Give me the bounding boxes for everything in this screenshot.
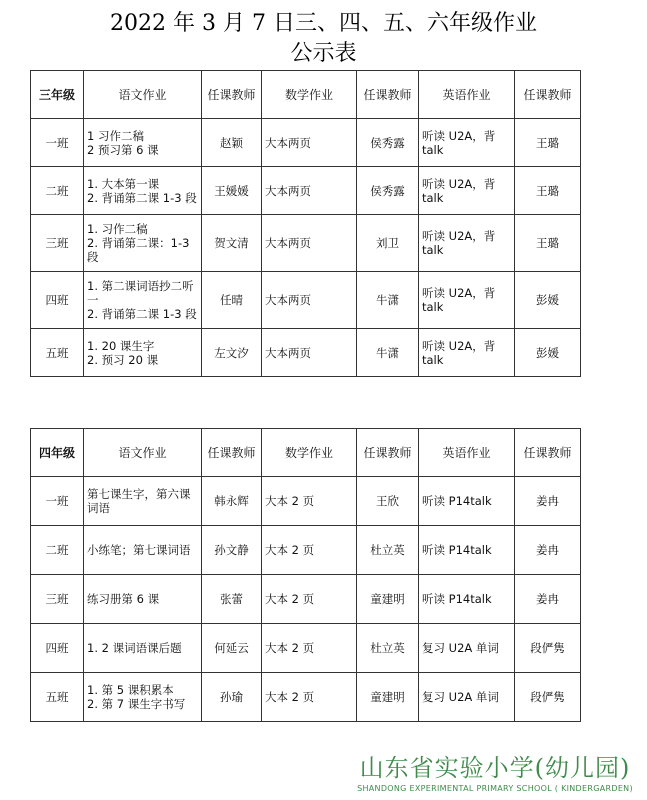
chinese-teacher: 贺文清 xyxy=(202,215,262,272)
chinese-teacher: 王媛媛 xyxy=(202,167,262,215)
class-label: 五班 xyxy=(31,329,84,377)
math-teacher: 王欣 xyxy=(357,477,419,526)
english-homework: 复习 U2A 单词 xyxy=(419,624,515,673)
grade3-table xyxy=(30,70,581,377)
chinese-teacher: 任晴 xyxy=(202,272,262,329)
math-teacher: 杜立英 xyxy=(357,526,419,575)
homework-line: 2. 第 7 课生字书写 xyxy=(87,697,186,711)
chinese-homework xyxy=(84,673,202,722)
homework-line: 练习册第 6 课 xyxy=(87,592,160,606)
math-teacher: 牛潇 xyxy=(357,272,419,329)
english-teacher: 段俨隽 xyxy=(515,673,581,722)
class-label: 五班 xyxy=(31,673,84,722)
math-homework: 大本两页 xyxy=(262,119,357,167)
math-homework: 大本 2 页 xyxy=(262,673,357,722)
english-teacher: 姜冉 xyxy=(515,575,581,624)
english-teacher: 姜冉 xyxy=(515,477,581,526)
column-header: 数学作业 xyxy=(262,429,357,477)
chinese-teacher: 韩永辉 xyxy=(202,477,262,526)
table-row xyxy=(31,575,581,624)
math-teacher: 童建明 xyxy=(357,575,419,624)
homework-line: 1. 第二课词语抄二听一 xyxy=(87,279,194,307)
page-subtitle: 公示表 xyxy=(290,41,357,66)
logo-name-en: SHANDONG EXPERIMENTAL PRIMARY SCHOOL ( KINDERGARDEN) xyxy=(357,784,633,793)
table-row xyxy=(31,119,581,167)
math-teacher: 侯秀露 xyxy=(357,119,419,167)
column-header: 语文作业 xyxy=(84,429,202,477)
math-homework: 大本两页 xyxy=(262,329,357,377)
chinese-teacher: 孙文静 xyxy=(202,526,262,575)
class-label: 四班 xyxy=(31,624,84,673)
math-teacher: 刘卫 xyxy=(357,215,419,272)
table-row xyxy=(31,526,581,575)
column-header: 数学作业 xyxy=(262,71,357,119)
column-header: 任课教师 xyxy=(202,429,262,477)
table-row xyxy=(31,215,581,272)
homework-line: 2. 背诵第二课 1-3 段 xyxy=(87,307,197,321)
column-header: 任课教师 xyxy=(515,71,581,119)
table-row xyxy=(31,477,581,526)
english-homework: 听读 U2A，背 talk xyxy=(419,329,515,377)
chinese-teacher: 何延云 xyxy=(202,624,262,673)
chinese-teacher: 赵颖 xyxy=(202,119,262,167)
table-row xyxy=(31,272,581,329)
homework-line: 2. 预习 20 课 xyxy=(87,352,159,367)
chinese-homework xyxy=(84,575,202,624)
header-row xyxy=(31,71,581,119)
column-header: 任课教师 xyxy=(357,71,419,119)
table-row xyxy=(31,167,581,215)
page-title: 2022 年 3 月 7 日三、四、五、六年级作业 xyxy=(110,11,537,36)
chinese-homework xyxy=(84,526,202,575)
class-label: 一班 xyxy=(31,119,84,167)
homework-line: 2 预习第 6 课 xyxy=(87,142,159,157)
english-homework: 复习 U2A 单词 xyxy=(419,673,515,722)
chinese-teacher: 孙瑜 xyxy=(202,673,262,722)
column-header: 英语作业 xyxy=(419,429,515,477)
english-homework: 听读 P14talk xyxy=(419,477,515,526)
column-header: 任课教师 xyxy=(357,429,419,477)
class-label: 一班 xyxy=(31,477,84,526)
school-logo xyxy=(346,748,644,793)
chinese-homework xyxy=(84,215,202,272)
english-homework: 听读 P14talk xyxy=(419,575,515,624)
math-homework: 大本 2 页 xyxy=(262,526,357,575)
math-homework: 大本 2 页 xyxy=(262,477,357,526)
english-teacher: 姜冉 xyxy=(515,526,581,575)
column-header: 任课教师 xyxy=(202,71,262,119)
english-teacher: 段俨隽 xyxy=(515,624,581,673)
chinese-homework xyxy=(84,272,202,329)
english-homework: 听读 U2A，背 talk xyxy=(419,167,515,215)
homework-line: 1. 大本第一课 xyxy=(87,176,160,191)
table-row xyxy=(31,624,581,673)
english-homework: 听读 U2A，背 talk xyxy=(419,272,515,329)
homework-line: 1. 2 课词语课后题 xyxy=(87,641,182,655)
table-row xyxy=(31,329,581,377)
chinese-homework xyxy=(84,167,202,215)
column-header: 任课教师 xyxy=(515,429,581,477)
english-teacher: 彭媛 xyxy=(515,329,581,377)
header-row xyxy=(31,429,581,477)
math-teacher: 侯秀露 xyxy=(357,167,419,215)
homework-line: 1 习作二稿 xyxy=(87,128,144,143)
column-header: 英语作业 xyxy=(419,71,515,119)
math-homework: 大本 2 页 xyxy=(262,624,357,673)
english-homework: 听读 U2A，背 talk xyxy=(419,119,515,167)
english-teacher: 王璐 xyxy=(515,119,581,167)
class-label: 三班 xyxy=(31,575,84,624)
homework-line: 1. 20 课生字 xyxy=(87,338,155,353)
class-label: 四班 xyxy=(31,272,84,329)
table-row xyxy=(31,673,581,722)
english-teacher: 王璐 xyxy=(515,215,581,272)
math-homework: 大本两页 xyxy=(262,272,357,329)
math-teacher: 牛潇 xyxy=(357,329,419,377)
logo-name-cn: 山东省实验小学(幼儿园) xyxy=(359,754,631,782)
column-header: 语文作业 xyxy=(84,71,202,119)
homework-line: 1. 第 5 课积累本 xyxy=(87,683,174,697)
class-label: 三班 xyxy=(31,215,84,272)
chinese-homework xyxy=(84,624,202,673)
chinese-teacher: 张蕾 xyxy=(202,575,262,624)
homework-line: 2. 背诵第二课 1-3 段 xyxy=(87,190,197,205)
homework-line: 2. 背诵第二课：1-3 段 xyxy=(87,236,190,264)
chinese-homework xyxy=(84,119,202,167)
english-homework: 听读 U2A，背 talk xyxy=(419,215,515,272)
chinese-teacher: 左文汐 xyxy=(202,329,262,377)
english-teacher: 王璐 xyxy=(515,167,581,215)
homework-line: 第七课生字，第六课词语 xyxy=(87,487,191,515)
math-homework: 大本 2 页 xyxy=(262,575,357,624)
english-teacher: 彭媛 xyxy=(515,272,581,329)
grade-label: 三年级 xyxy=(31,71,84,119)
grade-label: 四年级 xyxy=(31,429,84,477)
math-homework: 大本两页 xyxy=(262,215,357,272)
chinese-homework xyxy=(84,329,202,377)
homework-line: 小练笔；第七课词语 xyxy=(87,543,191,557)
class-label: 二班 xyxy=(31,526,84,575)
chinese-homework xyxy=(84,477,202,526)
homework-line: 1. 习作二稿 xyxy=(87,222,148,236)
english-homework: 听读 P14talk xyxy=(419,526,515,575)
math-homework: 大本两页 xyxy=(262,167,357,215)
class-label: 二班 xyxy=(31,167,84,215)
math-teacher: 杜立英 xyxy=(357,624,419,673)
grade4-table xyxy=(30,428,581,722)
math-teacher: 童建明 xyxy=(357,673,419,722)
